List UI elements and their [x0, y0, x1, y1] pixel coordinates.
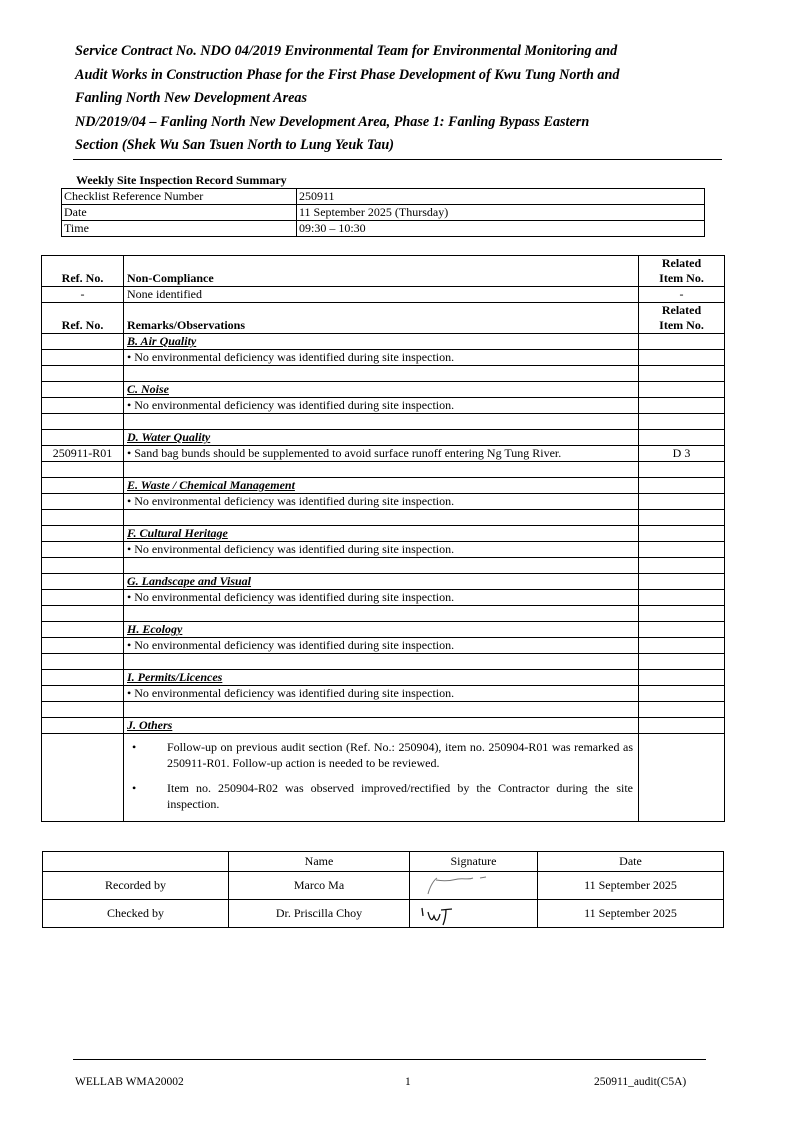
section-item-empty: [639, 430, 725, 446]
bullet-icon: •: [127, 398, 135, 412]
name-header: Name: [229, 852, 410, 872]
remark-ref: [42, 686, 124, 702]
section-header-row: [42, 526, 725, 542]
remark-row: [42, 350, 725, 366]
bullet-icon: •: [132, 781, 137, 795]
section-title: D. Water Quality: [124, 430, 639, 446]
spacer-cell: [42, 366, 124, 382]
summary-row: [62, 205, 705, 221]
others-row: [42, 734, 725, 822]
section-header-row: [42, 670, 725, 686]
footer-right: 250911_audit(C5A): [594, 1076, 687, 1088]
footer-divider: [73, 1059, 706, 1060]
spacer-cell: [42, 414, 124, 430]
summary-label: Date: [62, 205, 297, 221]
spacer-cell: [42, 606, 124, 622]
section-ref-empty: [42, 478, 124, 494]
remark-text: [124, 542, 639, 558]
col-noncompliance-header: Non-Compliance: [124, 256, 639, 287]
col-remarks-header: Remarks/Observations: [124, 303, 639, 334]
nc-ref: -: [42, 287, 124, 303]
remark-row: [42, 686, 725, 702]
signoff-date: 11 September 2025: [538, 872, 724, 900]
remark-text-content: No environmental deficiency was identified during site inspection.: [134, 638, 455, 652]
spacer-cell: [639, 558, 725, 574]
remark-item: [639, 350, 725, 366]
nc-item: -: [639, 287, 725, 303]
remark-row: [42, 542, 725, 558]
spacer-row: [42, 606, 725, 622]
remark-item: [639, 638, 725, 654]
section-item-empty: [639, 478, 725, 494]
section-title: B. Air Quality: [124, 334, 639, 350]
section-item-empty: [639, 526, 725, 542]
remark-text-content: No environmental deficiency was identified during site inspection.: [134, 398, 455, 412]
page-number: 1: [405, 1076, 411, 1088]
header-line: Service Contract No. NDO 04/2019 Environmental Team for Environmental Monitoring and: [75, 43, 618, 59]
handwritten-signature: [410, 900, 538, 927]
section-header-row: [42, 430, 725, 446]
section-header-row: [42, 718, 725, 734]
remark-text-content: Sand bag bunds should be supplemented to avoid surface runoff entering Ng Tung River.: [134, 446, 562, 460]
section-ref-empty: [42, 382, 124, 398]
remark-text: [124, 446, 639, 462]
spacer-row: [42, 366, 725, 382]
col-related-item-header: Related Item No.: [639, 303, 725, 334]
summary-label: Checklist Reference Number: [62, 189, 297, 205]
section-title: F. Cultural Heritage: [124, 526, 639, 542]
section-ref-empty: [42, 526, 124, 542]
spacer-cell: [42, 702, 124, 718]
signoff-row: [43, 900, 724, 928]
header-line: ND/2019/04 – Fanling North New Development Area, Phase 1: Fanling Bypass Eastern: [75, 113, 590, 130]
spacer-cell: [639, 510, 725, 526]
signer-name: Dr. Priscilla Choy: [229, 900, 410, 928]
remark-text: [124, 638, 639, 654]
section-item-empty: [639, 670, 725, 686]
spacer-cell: [42, 510, 124, 526]
spacer-row: [42, 510, 725, 526]
summary-row: [62, 189, 705, 205]
inspection-table: [41, 255, 725, 822]
spacer-row: [42, 558, 725, 574]
remark-text-content: No environmental deficiency was identified during site inspection.: [134, 350, 455, 364]
remark-item: [639, 590, 725, 606]
nc-header-row: [42, 256, 725, 287]
remark-ref: [42, 638, 124, 654]
spacer-cell: [124, 606, 639, 622]
section-item-empty: [639, 334, 725, 350]
header-line: Section (Shek Wu San Tsuen North to Lung Yeuk Tau): [75, 137, 394, 153]
remark-ref: [42, 494, 124, 510]
role-label: Checked by: [43, 900, 229, 928]
list-item: • Item no. 250904-R02 was observed improved/rectified by the Contractor during the site inspection.: [127, 780, 635, 812]
section-header-row: [42, 622, 725, 638]
spacer-cell: [42, 654, 124, 670]
remark-row: [42, 494, 725, 510]
list-item: • Follow-up on previous audit section (Ref. No.: 250904), item no. 250904-R01 was remarked as 250911-R01. Follow-up action is needed to be reviewed.: [127, 739, 635, 771]
header-line: Fanling North New Development Areas: [75, 90, 308, 106]
bullet-icon: •: [132, 740, 137, 754]
bullet-icon: •: [127, 494, 135, 508]
remark-ref: [42, 350, 124, 366]
spacer-cell: [124, 414, 639, 430]
remark-text-content: No environmental deficiency was identified during site inspection.: [134, 542, 455, 556]
handwritten-signature: [410, 872, 538, 899]
remark-text-content: No environmental deficiency was identified during site inspection.: [134, 494, 455, 508]
section-title: E. Waste / Chemical Management: [124, 478, 639, 494]
remark-item: [639, 494, 725, 510]
spacer-cell: [124, 462, 639, 478]
remark-ref: [42, 590, 124, 606]
summary-value: 11 September 2025 (Thursday): [297, 205, 705, 221]
nc-row: [42, 287, 725, 303]
col-related-item-header: Related Item No.: [639, 256, 725, 287]
nc-desc: None identified: [124, 287, 639, 303]
spacer-cell: [639, 702, 725, 718]
summary-table: [61, 188, 705, 237]
section-header-row: [42, 478, 725, 494]
spacer-row: [42, 414, 725, 430]
remark-row: [42, 446, 725, 462]
remark-row: [42, 398, 725, 414]
spacer-cell: [639, 606, 725, 622]
role-label: Recorded by: [43, 872, 229, 900]
summary-row: [62, 221, 705, 237]
section-ref-empty: [42, 622, 124, 638]
spacer-cell: [124, 510, 639, 526]
signature-image: [410, 900, 538, 928]
spacer-row: [42, 462, 725, 478]
section-ref-empty: [42, 430, 124, 446]
header-divider: [73, 159, 722, 160]
signoff-row: [43, 872, 724, 900]
bullet-icon: •: [127, 446, 135, 460]
document-header: [75, 40, 715, 158]
bullet-icon: •: [127, 350, 135, 364]
spacer-cell: [124, 654, 639, 670]
remark-text: [124, 590, 639, 606]
summary-title: Weekly Site Inspection Record Summary: [76, 173, 287, 187]
spacer-cell: [124, 366, 639, 382]
section-title: C. Noise: [124, 382, 639, 398]
header-line: Audit Works in Construction Phase for the First Phase Development of Kwu Tung North and: [75, 66, 620, 83]
col-ref-header: Ref. No.: [42, 303, 124, 334]
section-title: H. Ecology: [124, 622, 639, 638]
section-ref-empty: [42, 574, 124, 590]
date-header: Date: [538, 852, 724, 872]
signoff-header-row: [43, 852, 724, 872]
remarks-header-row: [42, 303, 725, 334]
remark-item: [639, 686, 725, 702]
spacer-cell: [639, 462, 725, 478]
remark-text: [124, 398, 639, 414]
signoff-table: [42, 851, 724, 928]
footer-left: WELLAB WMA20002: [75, 1076, 184, 1088]
section-title: G. Landscape and Visual: [124, 574, 639, 590]
spacer-cell: [124, 702, 639, 718]
remark-item: [639, 542, 725, 558]
signature-image: [410, 872, 538, 900]
section-header-row: [42, 382, 725, 398]
remark-ref: [42, 398, 124, 414]
spacer-cell: [639, 654, 725, 670]
spacer-cell: [639, 366, 725, 382]
spacer-cell: [42, 558, 124, 574]
section-header-row: [42, 574, 725, 590]
bullet-icon: •: [127, 686, 135, 700]
col-ref-header: Ref. No.: [42, 256, 124, 287]
remark-text: [124, 686, 639, 702]
section-item-empty: [639, 574, 725, 590]
summary-label: Time: [62, 221, 297, 237]
remark-text: [124, 350, 639, 366]
remark-item: [639, 398, 725, 414]
signoff-date: 11 September 2025: [538, 900, 724, 928]
section-header-row: [42, 334, 725, 350]
bullet-icon: •: [127, 638, 135, 652]
spacer-cell: [639, 414, 725, 430]
section-title: I. Permits/Licences: [124, 670, 639, 686]
section-item-empty: [639, 622, 725, 638]
remark-text-content: No environmental deficiency was identified during site inspection.: [134, 686, 455, 700]
remark-row: [42, 590, 725, 606]
remark-text-content: No environmental deficiency was identified during site inspection.: [134, 590, 455, 604]
section-ref-empty: [42, 670, 124, 686]
spacer-cell: [124, 558, 639, 574]
summary-value: 250911: [297, 189, 705, 205]
signature-header: Signature: [410, 852, 538, 872]
bullet-icon: •: [127, 590, 135, 604]
remark-ref: 250911-R01: [42, 446, 124, 462]
remark-row: [42, 638, 725, 654]
remark-item: D 3: [639, 446, 725, 462]
section-item-empty: [639, 382, 725, 398]
spacer-row: [42, 654, 725, 670]
remark-text: [124, 494, 639, 510]
signer-name: Marco Ma: [229, 872, 410, 900]
remark-ref: [42, 542, 124, 558]
bullet-icon: •: [127, 542, 135, 556]
section-title: J. Others: [124, 718, 639, 734]
summary-value: 09:30 – 10:30: [297, 221, 705, 237]
section-ref-empty: [42, 334, 124, 350]
spacer-cell: [42, 462, 124, 478]
spacer-row: [42, 702, 725, 718]
others-remarks: [124, 734, 639, 822]
